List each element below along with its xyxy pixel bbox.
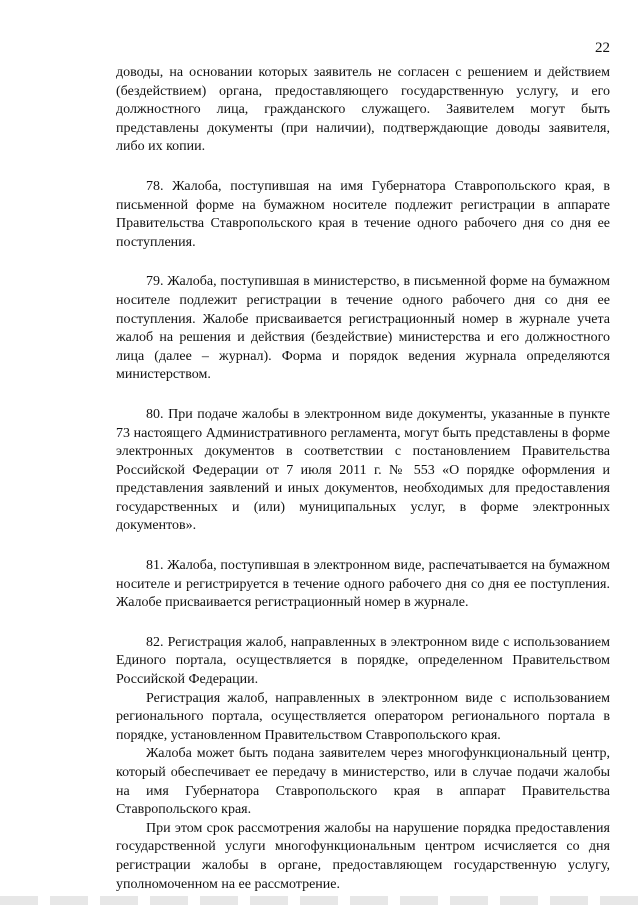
- paragraph-82: 82. Регистрация жалоб, направленных в электронном виде с использованием Единого портала, осуществляется в порядке, определенном Правительством Российской Федерации.: [116, 634, 610, 688]
- document-body: [116, 64, 610, 894]
- page-number: 22: [595, 40, 610, 56]
- paragraph-78: 78. Жалоба, поступившая на имя Губернатора Ставропольского края, в письменной форме на бумажном носителе подлежит регистрации в аппарате Правительства Ставропольского края в течение одного рабочего дня со дня ее поступления.: [116, 178, 610, 250]
- paragraph-continuation: доводы, на основании которых заявитель не согласен с решением и действием (бездействием) органа, предоставляющего государственную услугу, и его должностного лица, гражданского служащего. Заявителем могут быть представлены документы (при наличии), подтверждающие доводы заявителя, либо их копии.: [116, 65, 610, 155]
- paragraph-81: 81. Жалоба, поступившая в электронном виде, распечатывается на бумажном носителе и регистрируется в течение одного рабочего дня со дня ее поступления. Жалобе присваивается регистрационный номер в журнале.: [116, 558, 610, 611]
- paragraph-82-mfc: Жалоба может быть подана заявителем через многофункциональный центр, который обеспечивает ее передачу в министерство, или в случае подачи жалобы на имя Губернатора Ставропольского края в аппарат Правительства Ставропольского края.: [116, 746, 610, 818]
- paragraph-82-regional-portal: Регистрация жалоб, направленных в электронном виде с использованием регионального портала, осуществляется оператором регионального портала в порядке, установленном Правительством Ставропольского края.: [116, 690, 610, 743]
- paragraph-80: 80. При подаче жалобы в электронном виде документы, указанные в пункте 73 настоящего Административного регламента, могут быть представлены в форме электронных документов в соответствии с постановлением Правительства Российской Федерации от 7 июля 2011 г. № 553 «О порядке оформления и представления заявлений и иных документов, необходимых для предоставления государственных и (или) муниципальных услуг, в форме электронных документов».: [116, 406, 610, 534]
- paragraph-82-term: При этом срок рассмотрения жалобы на нарушение порядка предоставления государственной услуги многофункциональным центром исчисляется со дня регистрации жалобы в органе, предоставляющем государственную услугу, уполномоченном на ее рассмотрение.: [116, 820, 610, 892]
- scan-bottom-edge: [0, 896, 640, 905]
- paragraph-79: 79. Жалоба, поступившая в министерство, в письменной форме на бумажном носителе подлежит регистрации в течение одного рабочего дня со дня ее поступления. Жалобе присваивается регистрационный номер в журнале учета жалоб на решения и действия (бездействие) министерства и его должностного лица (далее – журнал). Форма и порядок ведения журнала определяются министерством.: [116, 274, 610, 383]
